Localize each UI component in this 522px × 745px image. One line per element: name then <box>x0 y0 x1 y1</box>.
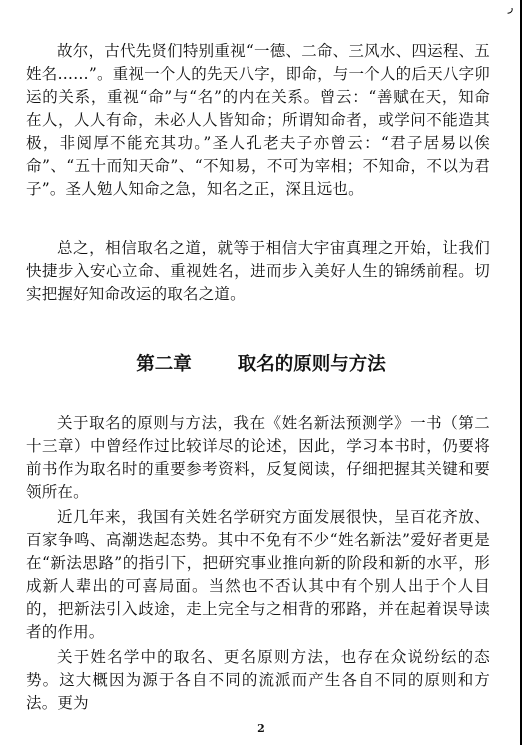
paragraph-recent-years: 近几年来，我国有关姓名学研究方面发展很快，呈百花齐放、百家争鸣、高潮迭起态势。其中不免有不少“姓名新法”爱好者更是在“新法思路”的指引下，把研究事业推向新的阶段和新的水平，形成新人辈出的可喜局面。当然也不否认其中有个别人出于个人目的，把新法引入歧途，走上完全与之相背的邪路，并在起着误导读者的作用。 <box>26 508 490 641</box>
paragraph-naming-methods: 关于姓名学中的取名、更名原则方法，也存在众说纷纭的态势。这大概因为源于各自不同的流派而产生各自不同的原则和方法。更为 <box>26 648 490 712</box>
paragraph-summary: 总之，相信取名之道，就等于相信大宇宙真理之开始，让我们快捷步入安心立命、重视姓名，进而步入美好人生的锦绣前程。切实把握好知命改运的取名之道。 <box>26 239 490 303</box>
chapter-title: 取名的原则与方法 <box>237 354 386 375</box>
chapter-number: 第二章 <box>136 354 192 375</box>
paragraph-principles-intro: 关于取名的原则与方法，我在《姓名新法预测学》一书（第二十三章）中曾经作过比较详尽的论述，因此，学习本书时，仍要将前书作为取名时的重要参考资料，反复阅读，仔细把握其关键和要领所在。 <box>26 414 490 501</box>
paragraph-ancient-sages: 故尔，古代先贤们特别重视“一德、二命、三风水、四运程、五姓名……”。重视一个人的先天八字，即命，与一个人的后天八字卯运的关系，重视“命”与“名”的内在关系。曾云：“善赋在天，知命在人，人人有命，未必人人皆知命；所谓知命者，或学问不能造其极，非阅厚不能充其功。”圣人孔老夫子亦曾云：“君子居易以俟命”、“五十而知天命”、“不知易，不可为宰相；不知命，不以为君子”。圣人勉人知命之急，知名之正，深且远也。 <box>26 42 490 198</box>
chapter-heading <box>0 352 522 378</box>
corner-mark: ر <box>508 1 514 14</box>
page-number: 2 <box>257 722 265 735</box>
